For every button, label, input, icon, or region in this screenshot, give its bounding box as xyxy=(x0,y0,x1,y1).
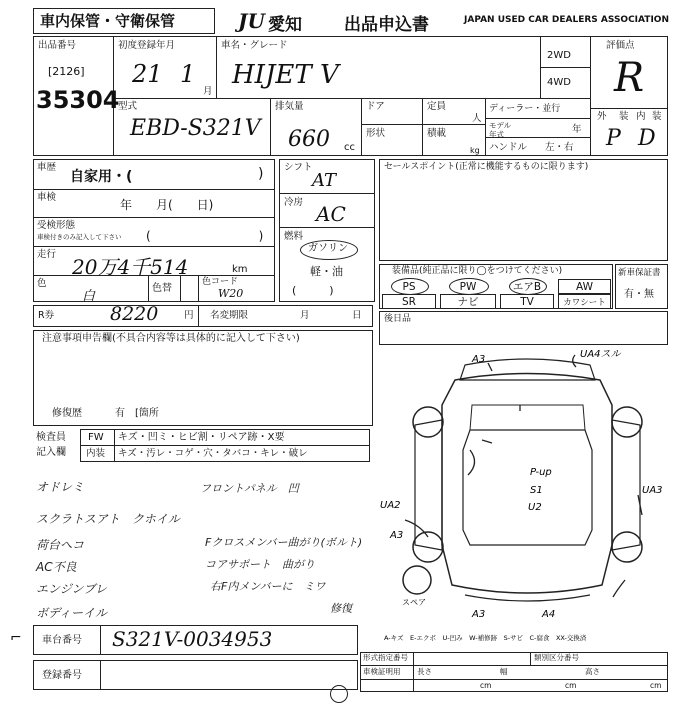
note-line-left: スクラトスアト クホイル xyxy=(36,512,180,526)
color-value: 白 xyxy=(82,289,96,304)
chassis-label: 車台番号 xyxy=(42,635,82,646)
note-line-left: オドレミ xyxy=(36,480,85,494)
regnum-label: 登録番号 xyxy=(42,670,82,681)
inspector-label: 検査員 xyxy=(36,432,66,443)
cert-label: 形式指定番号 xyxy=(363,653,408,662)
usage-label: 車歴 xyxy=(37,162,57,173)
mark-a4: A4 xyxy=(542,609,556,620)
note-line-right: 修復 xyxy=(330,602,352,615)
handle-label: ハンドル xyxy=(489,142,528,153)
fuel-gas: ガソリン xyxy=(308,243,348,254)
fw-label: FW xyxy=(88,432,104,443)
drive-4wd: 4WD xyxy=(547,77,571,88)
repair-value: 有 [箇所 xyxy=(115,408,159,419)
disp-label: 排気量 xyxy=(275,101,304,112)
equipment-item: PS xyxy=(402,280,416,293)
lot-label: 出品番号 xyxy=(38,40,77,51)
reg-month-unit: 月 xyxy=(203,86,213,97)
org-english: JAPAN USED CAR DEALERS ASSOCIATION xyxy=(464,15,669,25)
equipment-circle xyxy=(509,278,547,295)
name-label: 車名・グレード xyxy=(221,40,288,51)
equipment-item: SR xyxy=(382,294,436,309)
color-code-value: W20 xyxy=(218,287,244,300)
mileage-unit: km xyxy=(232,264,248,275)
car-outline-top xyxy=(442,374,612,594)
recycle-unit: 円 xyxy=(184,310,194,321)
mark-a3-front: A3 xyxy=(472,354,486,365)
fuel-label: 燃料 xyxy=(284,231,304,242)
damage-legend: A-キズ E-エクボ U-凹み W-補修跡 S-サビ C-腐食 XX-交換済 xyxy=(384,634,587,642)
length-cm: cm xyxy=(480,681,492,690)
note-line-right: 右F内メンバーに ミワ xyxy=(210,580,326,593)
drive-2wd: 2WD xyxy=(547,50,571,61)
shift-value: AT xyxy=(312,170,337,191)
wheel-front-right xyxy=(612,407,642,437)
usage-value: 自家用・( xyxy=(70,169,133,185)
import-label: ディーラー・並行 xyxy=(489,104,561,114)
succession-sub: 車検付きのみ記入して下さい xyxy=(37,233,122,241)
shift-label: シフト xyxy=(284,162,313,173)
type-value: EBD-S321V xyxy=(130,116,261,141)
note-line-left: 荷台へコ xyxy=(36,538,85,552)
warranty-label: 新車保証書 xyxy=(618,268,661,278)
inner-label: 内 xyxy=(636,111,646,122)
equipment-item: PW xyxy=(459,280,477,293)
lot-sub: [2126] xyxy=(48,65,85,78)
disp-unit: cc xyxy=(344,142,355,153)
aftermarket-box xyxy=(379,311,668,345)
aftermarket-label: 後日品 xyxy=(384,314,412,324)
interior-label: 装 xyxy=(619,111,629,122)
mark-pup: P-up xyxy=(530,467,552,478)
succession-fields: ( ) xyxy=(146,229,264,243)
width-cm: cm xyxy=(565,681,577,690)
equipment-circle xyxy=(449,278,489,295)
disp-value: 660 xyxy=(288,127,330,152)
load-label: 積載 xyxy=(427,128,447,139)
mark-ua2: UA2 xyxy=(380,500,401,511)
note-line-right: コアサポート 曲がり xyxy=(205,558,315,571)
equipment-item: カワシート xyxy=(558,294,611,309)
note-line-left: AC不良 xyxy=(36,560,77,574)
equipment-title: 装備品(純正品に限り◯をつけてください) xyxy=(392,266,563,276)
interior-value: D xyxy=(638,126,656,151)
car-cabin xyxy=(463,430,592,545)
rear-bumper xyxy=(465,595,590,601)
sales-points-label: セールスポイント(正常に機能するものに限ります) xyxy=(384,162,589,172)
mark-s1: S1 xyxy=(530,485,543,496)
color-code-label: 色コード xyxy=(202,277,239,287)
model-year-label: モデル 年式 xyxy=(489,121,512,139)
inspection-label: 車検 xyxy=(37,192,57,203)
length-label: 長さ xyxy=(417,667,432,676)
reg-year: 21 xyxy=(132,60,163,88)
interior-cond-label: 内装 xyxy=(86,448,106,459)
usage-close: ) xyxy=(258,166,264,182)
arrow-mark: ⌐ xyxy=(10,630,22,646)
fw-items: キズ・凹ミ・ヒビ割・リペア跡・X要 xyxy=(118,432,285,443)
equipment-circle xyxy=(391,278,429,295)
equipment-item: エアB xyxy=(512,281,542,293)
right-side-panel xyxy=(612,420,640,550)
left-side-panel xyxy=(415,420,442,550)
width-label: 幅 xyxy=(500,667,508,676)
exterior-label: 外 xyxy=(597,111,607,122)
exterior-value: P xyxy=(606,126,621,151)
recycle-label: R券 xyxy=(38,310,55,321)
door-label: ドア xyxy=(366,101,385,112)
cert2-label: 車検証明用 xyxy=(363,667,401,676)
sales-points-box xyxy=(379,159,668,261)
car-damage-diagram xyxy=(380,345,675,650)
equipment-item: TV xyxy=(500,294,554,309)
mileage-value: 20万4千514 xyxy=(72,255,189,279)
mark-a3-left: A3 xyxy=(390,530,404,541)
equipment-item: ナビ xyxy=(440,294,496,309)
note-line-left: エンジンブレ xyxy=(36,582,107,596)
caution-box xyxy=(33,330,373,426)
mark-u2: U2 xyxy=(528,502,542,513)
recycle-row xyxy=(33,305,373,327)
mark-ua4: UA4スル xyxy=(580,349,621,360)
inner2-label: 装 xyxy=(652,111,662,122)
day-unit: 日 xyxy=(352,310,362,321)
chassis-value: S321V-0034953 xyxy=(112,627,273,651)
repair-label: 修復歴 xyxy=(52,408,82,419)
cap-label: 定員 xyxy=(427,101,447,112)
load-unit: kg xyxy=(470,146,480,155)
color-change-label: 色替 xyxy=(152,283,172,294)
type-label: 型式 xyxy=(118,101,138,112)
interior-items: キズ・汚レ・コゲ・穴・タバコ・キレ・破レ xyxy=(118,448,308,459)
bottom-stamp xyxy=(330,685,348,703)
mark-ua3: UA3 xyxy=(642,485,663,496)
form-title: 出品申込書 xyxy=(344,15,429,35)
height-cm: cm xyxy=(650,681,662,690)
org-name: 愛知 xyxy=(268,15,302,35)
note-line-left: ボディーイル xyxy=(36,606,108,620)
equipment-item: AW xyxy=(558,279,611,294)
note-line-right: フロントパネル 凹 xyxy=(200,482,299,495)
entry-label: 記入欄 xyxy=(36,447,66,458)
month-unit: 月 xyxy=(300,310,310,321)
grade-label: 評価点 xyxy=(606,40,635,51)
year-unit: 年 xyxy=(572,124,582,135)
shape-label: 形状 xyxy=(366,128,386,139)
fuel-diesel: 軽・油 xyxy=(310,265,343,278)
inspection-fields: 年 月( 日) xyxy=(120,198,214,212)
storage-note: 車内保管・守衛保管 xyxy=(40,12,176,30)
color-label: 色 xyxy=(37,278,47,289)
handle-opts: 左・右 xyxy=(545,142,574,153)
note-line-right: Fクロスメンバー曲がり(ボルト) xyxy=(205,536,363,549)
top-section xyxy=(33,36,668,156)
lot-number: 35304 xyxy=(36,86,120,114)
caution-label: 注意事項申告欄(不具合内容等は具体的に記入して下さい) xyxy=(42,333,300,344)
mileage-label: 走行 xyxy=(37,249,57,260)
reg-label: 初度登録年月 xyxy=(118,40,176,51)
recycle-value: 8220 xyxy=(110,303,159,325)
car-name: HIJET V xyxy=(232,60,339,90)
ac-value: AC xyxy=(316,202,346,226)
front-glass xyxy=(470,405,585,430)
name-change-label: 名変期限 xyxy=(210,310,249,321)
grade-value: R xyxy=(614,55,645,101)
fuel-other: ( ) xyxy=(292,284,334,297)
warranty-opts: 有・無 xyxy=(624,289,654,300)
reg-month: 1 xyxy=(180,60,196,88)
spare-tire xyxy=(403,566,431,594)
class-label: 類別区分番号 xyxy=(534,653,579,662)
spare-label: スペア xyxy=(402,598,426,607)
ac-label: 冷房 xyxy=(284,197,304,208)
cap-unit: 人 xyxy=(472,113,482,124)
height-label: 高さ xyxy=(585,667,600,676)
ju-logo: JU xyxy=(238,9,265,33)
succession-label: 受検形態 xyxy=(37,220,76,231)
mark-a3-rear: A3 xyxy=(472,609,486,620)
